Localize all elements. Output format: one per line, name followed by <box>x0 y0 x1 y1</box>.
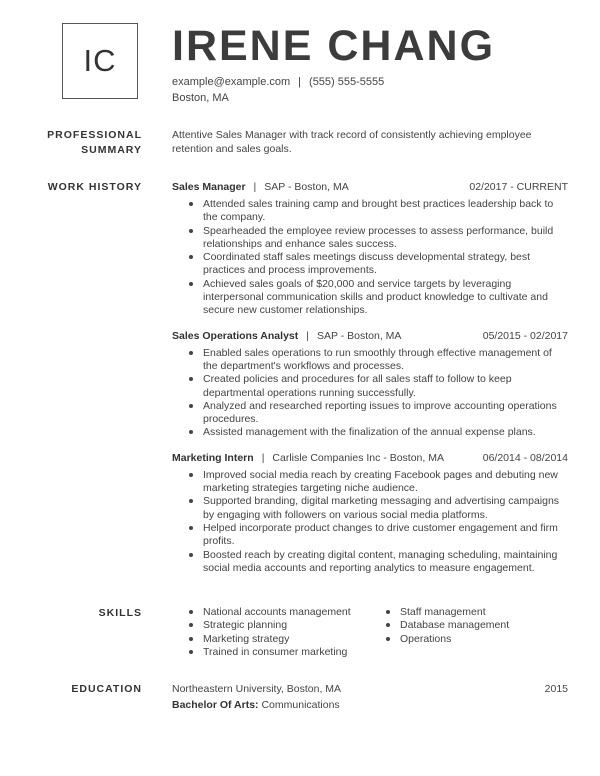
bullet-item: Coordinated staff sales meetings discuss developmental strategy, best practices and process improvements. <box>172 251 568 278</box>
bullet-item: Created policies and procedures for all sales staff to follow to keep departmental operations running successfully. <box>172 373 568 400</box>
bullet-item: Assisted management with the finalization of the annual expense plans. <box>172 426 568 439</box>
job-entry <box>172 451 568 575</box>
job-separator: | <box>306 329 309 342</box>
monogram-box: IC <box>62 23 138 99</box>
skills <box>172 606 568 659</box>
candidate-name: IRENE CHANG <box>172 22 496 70</box>
phone: (555) 555-5555 <box>309 76 385 88</box>
job-entry <box>172 180 568 318</box>
job-bullets <box>172 469 568 575</box>
job-separator: | <box>261 451 265 464</box>
job-company: SAP - Boston, MA <box>316 329 402 342</box>
job-title: Sales Manager <box>172 181 246 193</box>
skills-column <box>172 606 369 659</box>
email: example@example.com <box>172 76 291 88</box>
job-dates: 05/2015 - 02/2017 <box>482 329 568 342</box>
job-title: Marketing Intern <box>172 451 254 464</box>
section-title-skills: SKILLS <box>98 607 142 619</box>
bullet-item: Supported branding, digital marketing messaging and advertising campaigns by engaging with followers on various social media platforms. <box>172 495 568 522</box>
job-company: SAP - Boston, MA <box>264 181 349 193</box>
education-degree-line <box>172 697 568 713</box>
job-dates: 02/2017 - CURRENT <box>469 181 568 193</box>
bullet-item: Improved social media reach by creating Facebook pages and debuting new marketing strategies targeting niche audience. <box>172 469 568 496</box>
bullet-item: Helped incorporate product changes to drive customer engagement and firm profits. <box>172 522 568 549</box>
section-title-line: PROFESSIONAL <box>47 129 142 141</box>
skill-item: Marketing strategy <box>172 633 369 646</box>
skill-item: Staff management <box>369 606 568 619</box>
degree-label: Bachelor Of Arts: <box>172 699 259 711</box>
section-title-education: EDUCATION <box>71 683 142 695</box>
skill-item: National accounts management <box>172 606 369 619</box>
job-separator: | <box>253 181 257 193</box>
job-dates: 06/2014 - 08/2014 <box>482 451 568 464</box>
job-company: Carlisle Companies Inc - Boston, MA <box>272 451 444 464</box>
skill-item: Strategic planning <box>172 619 369 632</box>
job-bullets <box>172 347 568 440</box>
school-name: Northeastern University, Boston, MA <box>172 683 342 695</box>
bullet-item: Spearheaded the employee review processes to assess performance, build relationships and enhance sales success. <box>172 225 568 252</box>
bullet-item: Attended sales training camp and brought best practices leadership back to the company. <box>172 198 568 225</box>
bullet-item: Achieved sales goals of $20,000 and service targets by leveraging interpersonal communication skills and product knowledge to cultivate and secure new customer relationships. <box>172 278 568 318</box>
section-title-line: SUMMARY <box>81 144 142 156</box>
job-header <box>172 180 568 195</box>
job-bullets <box>172 198 568 318</box>
skills-column <box>369 606 568 659</box>
contact-line <box>172 74 384 90</box>
section-title-summary <box>0 128 142 158</box>
education-school-line <box>172 681 568 697</box>
work-history <box>172 180 568 575</box>
bullet-item: Enabled sales operations to run smoothly through effective management of the department's workflows and processes. <box>172 347 568 374</box>
bullet-item: Boosted reach by creating digital content, managing scheduling, maintaining social media accounts and reporting analytics to measure engagement. <box>172 549 568 576</box>
contact-separator: | <box>298 76 302 88</box>
skill-item: Database management <box>369 619 568 632</box>
skills-columns <box>172 606 568 659</box>
bullet-item: Analyzed and researched reporting issues to improve accounting operations procedures. <box>172 400 568 427</box>
education <box>172 681 568 713</box>
location: Boston, MA <box>172 92 229 104</box>
job-entry <box>172 329 568 440</box>
summary-text: Attentive Sales Manager with track record of consistently achieving employee retention and sales goals. <box>172 129 532 155</box>
section-title-work-history: WORK HISTORY <box>47 181 142 193</box>
job-header <box>172 329 568 344</box>
graduation-year: 2015 <box>544 683 568 695</box>
skill-item: Trained in consumer marketing <box>172 646 369 659</box>
contact-info <box>172 74 384 106</box>
degree-field: Communications <box>261 699 340 711</box>
job-header <box>172 451 568 466</box>
job-title: Sales Operations Analyst <box>172 329 299 342</box>
skill-item: Operations <box>369 633 568 646</box>
